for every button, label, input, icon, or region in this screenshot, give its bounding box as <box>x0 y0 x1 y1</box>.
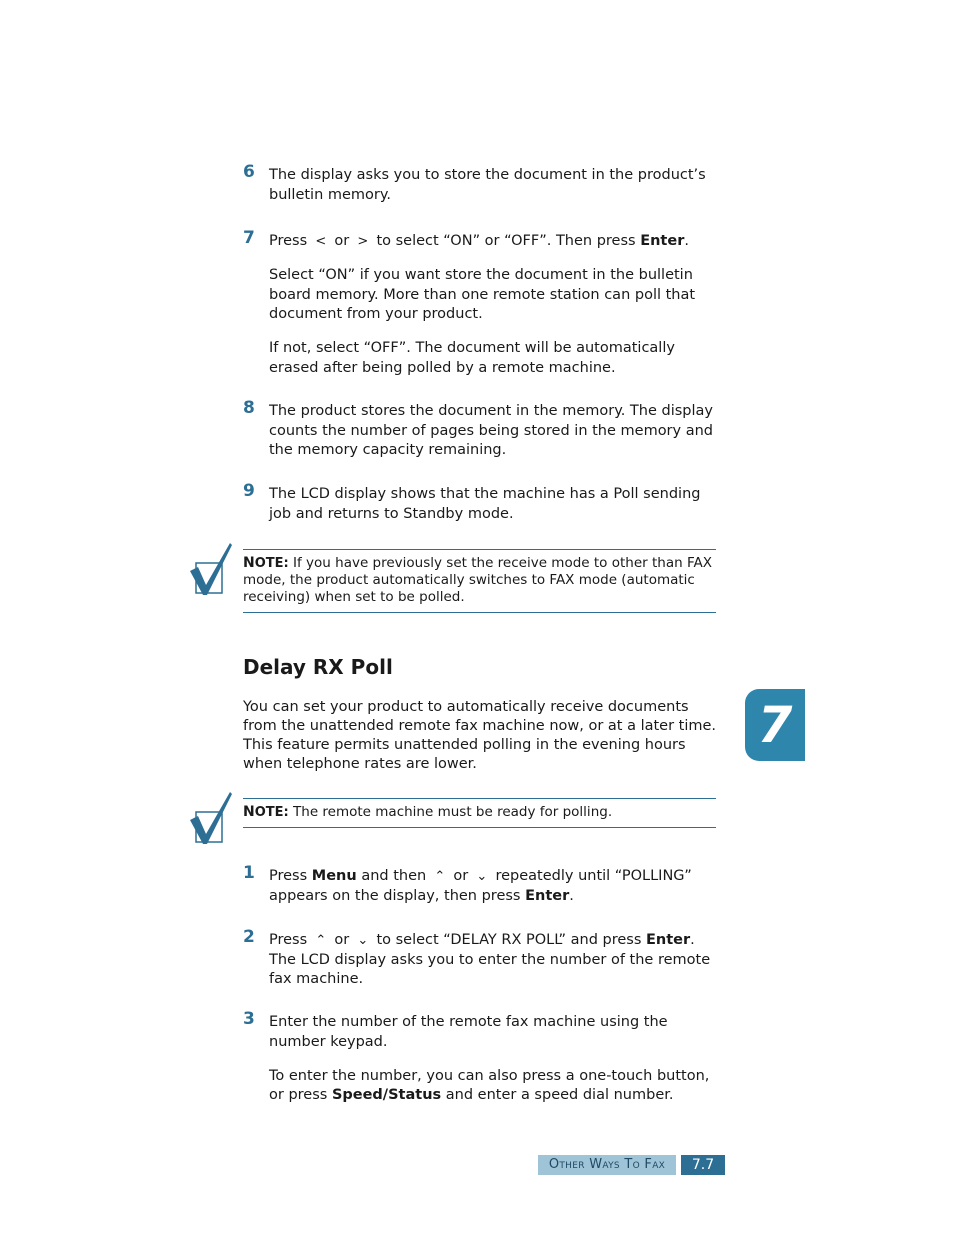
step-text: Enter the number of the remote fax machine using the number keypad. <box>269 1014 668 1050</box>
enter-key-label: Enter <box>640 233 685 249</box>
note-box <box>243 549 716 613</box>
note-text: The remote machine must be ready for polling. <box>293 804 613 820</box>
step-text: Press ⌃ or ⌄ to select “DELAY RX POLL” and press Enter. The LCD display asks you to enter the number of the remote fax machine. <box>269 932 711 987</box>
step-9 <box>243 481 718 524</box>
down-arrow-icon: ⌄ <box>476 869 488 884</box>
footer-chapter-title: Other Ways To Fax <box>538 1155 676 1175</box>
note-label: NOTE: <box>243 555 289 571</box>
step-text: The display asks you to store the document in the product’s bulletin memory. <box>269 167 706 203</box>
menu-key-label: Menu <box>311 868 357 884</box>
step-number: 6 <box>243 162 255 182</box>
step-2 <box>243 927 718 990</box>
page-number: 7.7 <box>681 1155 725 1175</box>
step-number: 2 <box>243 927 255 947</box>
up-arrow-icon: ⌃ <box>434 869 446 884</box>
enter-key-label: Enter <box>525 887 570 904</box>
step-number: 7 <box>243 228 255 248</box>
step-7 <box>243 228 718 378</box>
left-arrow-icon: < <box>315 234 327 249</box>
step-text: Press < or > to select “ON” or “OFF”. Then press Enter. <box>269 232 718 252</box>
step-number: 3 <box>243 1009 255 1029</box>
step-number: 1 <box>243 863 255 883</box>
step-1 <box>243 863 718 906</box>
section-title: Delay RX Poll <box>243 655 393 679</box>
step-3 <box>243 1009 718 1106</box>
note-check-icon <box>188 790 234 846</box>
step-6 <box>243 162 718 205</box>
step-text: Select “ON” if you want store the document in the bulletin board memory. More than one remote station can poll that document from your product. <box>269 267 696 322</box>
note-label: NOTE: <box>243 804 289 820</box>
down-arrow-icon: ⌄ <box>357 933 369 948</box>
note-check-icon <box>188 541 234 597</box>
step-number: 8 <box>243 398 255 418</box>
step-text: To enter the number, you can also press a one-touch button, or press Speed/Status and enter a speed dial number. <box>269 1067 710 1103</box>
speed-status-key-label: Speed/Status <box>331 1087 442 1103</box>
chapter-tab: 7 <box>745 689 805 761</box>
step-text: The LCD display shows that the machine has a Poll sending job and returns to Standby mode. <box>269 486 701 522</box>
up-arrow-icon: ⌃ <box>315 933 327 948</box>
note-box <box>243 798 716 828</box>
note-text: If you have previously set the receive mode to other than FAX mode, the product automatically switches to FAX mode (automatic receiving) when set to be polled. <box>243 555 712 605</box>
section-intro: You can set your product to automatically receive documents from the unattended remote fax machine now, or at a later time. This feature permits unattended polling in the evening hours when telephone rates are lower. <box>243 699 717 772</box>
step-text: Press Menu and then ⌃ or ⌄ repeatedly until “POLLING” appears on the display, then press Enter. <box>269 868 692 904</box>
enter-key-label: Enter <box>646 932 691 948</box>
right-arrow-icon: > <box>357 234 369 249</box>
step-8 <box>243 398 718 461</box>
step-text: The product stores the document in the memory. The display counts the number of pages being stored in the memory and the memory capacity remaining. <box>269 403 713 458</box>
step-text: If not, select “OFF”. The document will be automatically erased after being polled by a remote machine. <box>269 340 675 376</box>
step-number: 9 <box>243 481 255 501</box>
